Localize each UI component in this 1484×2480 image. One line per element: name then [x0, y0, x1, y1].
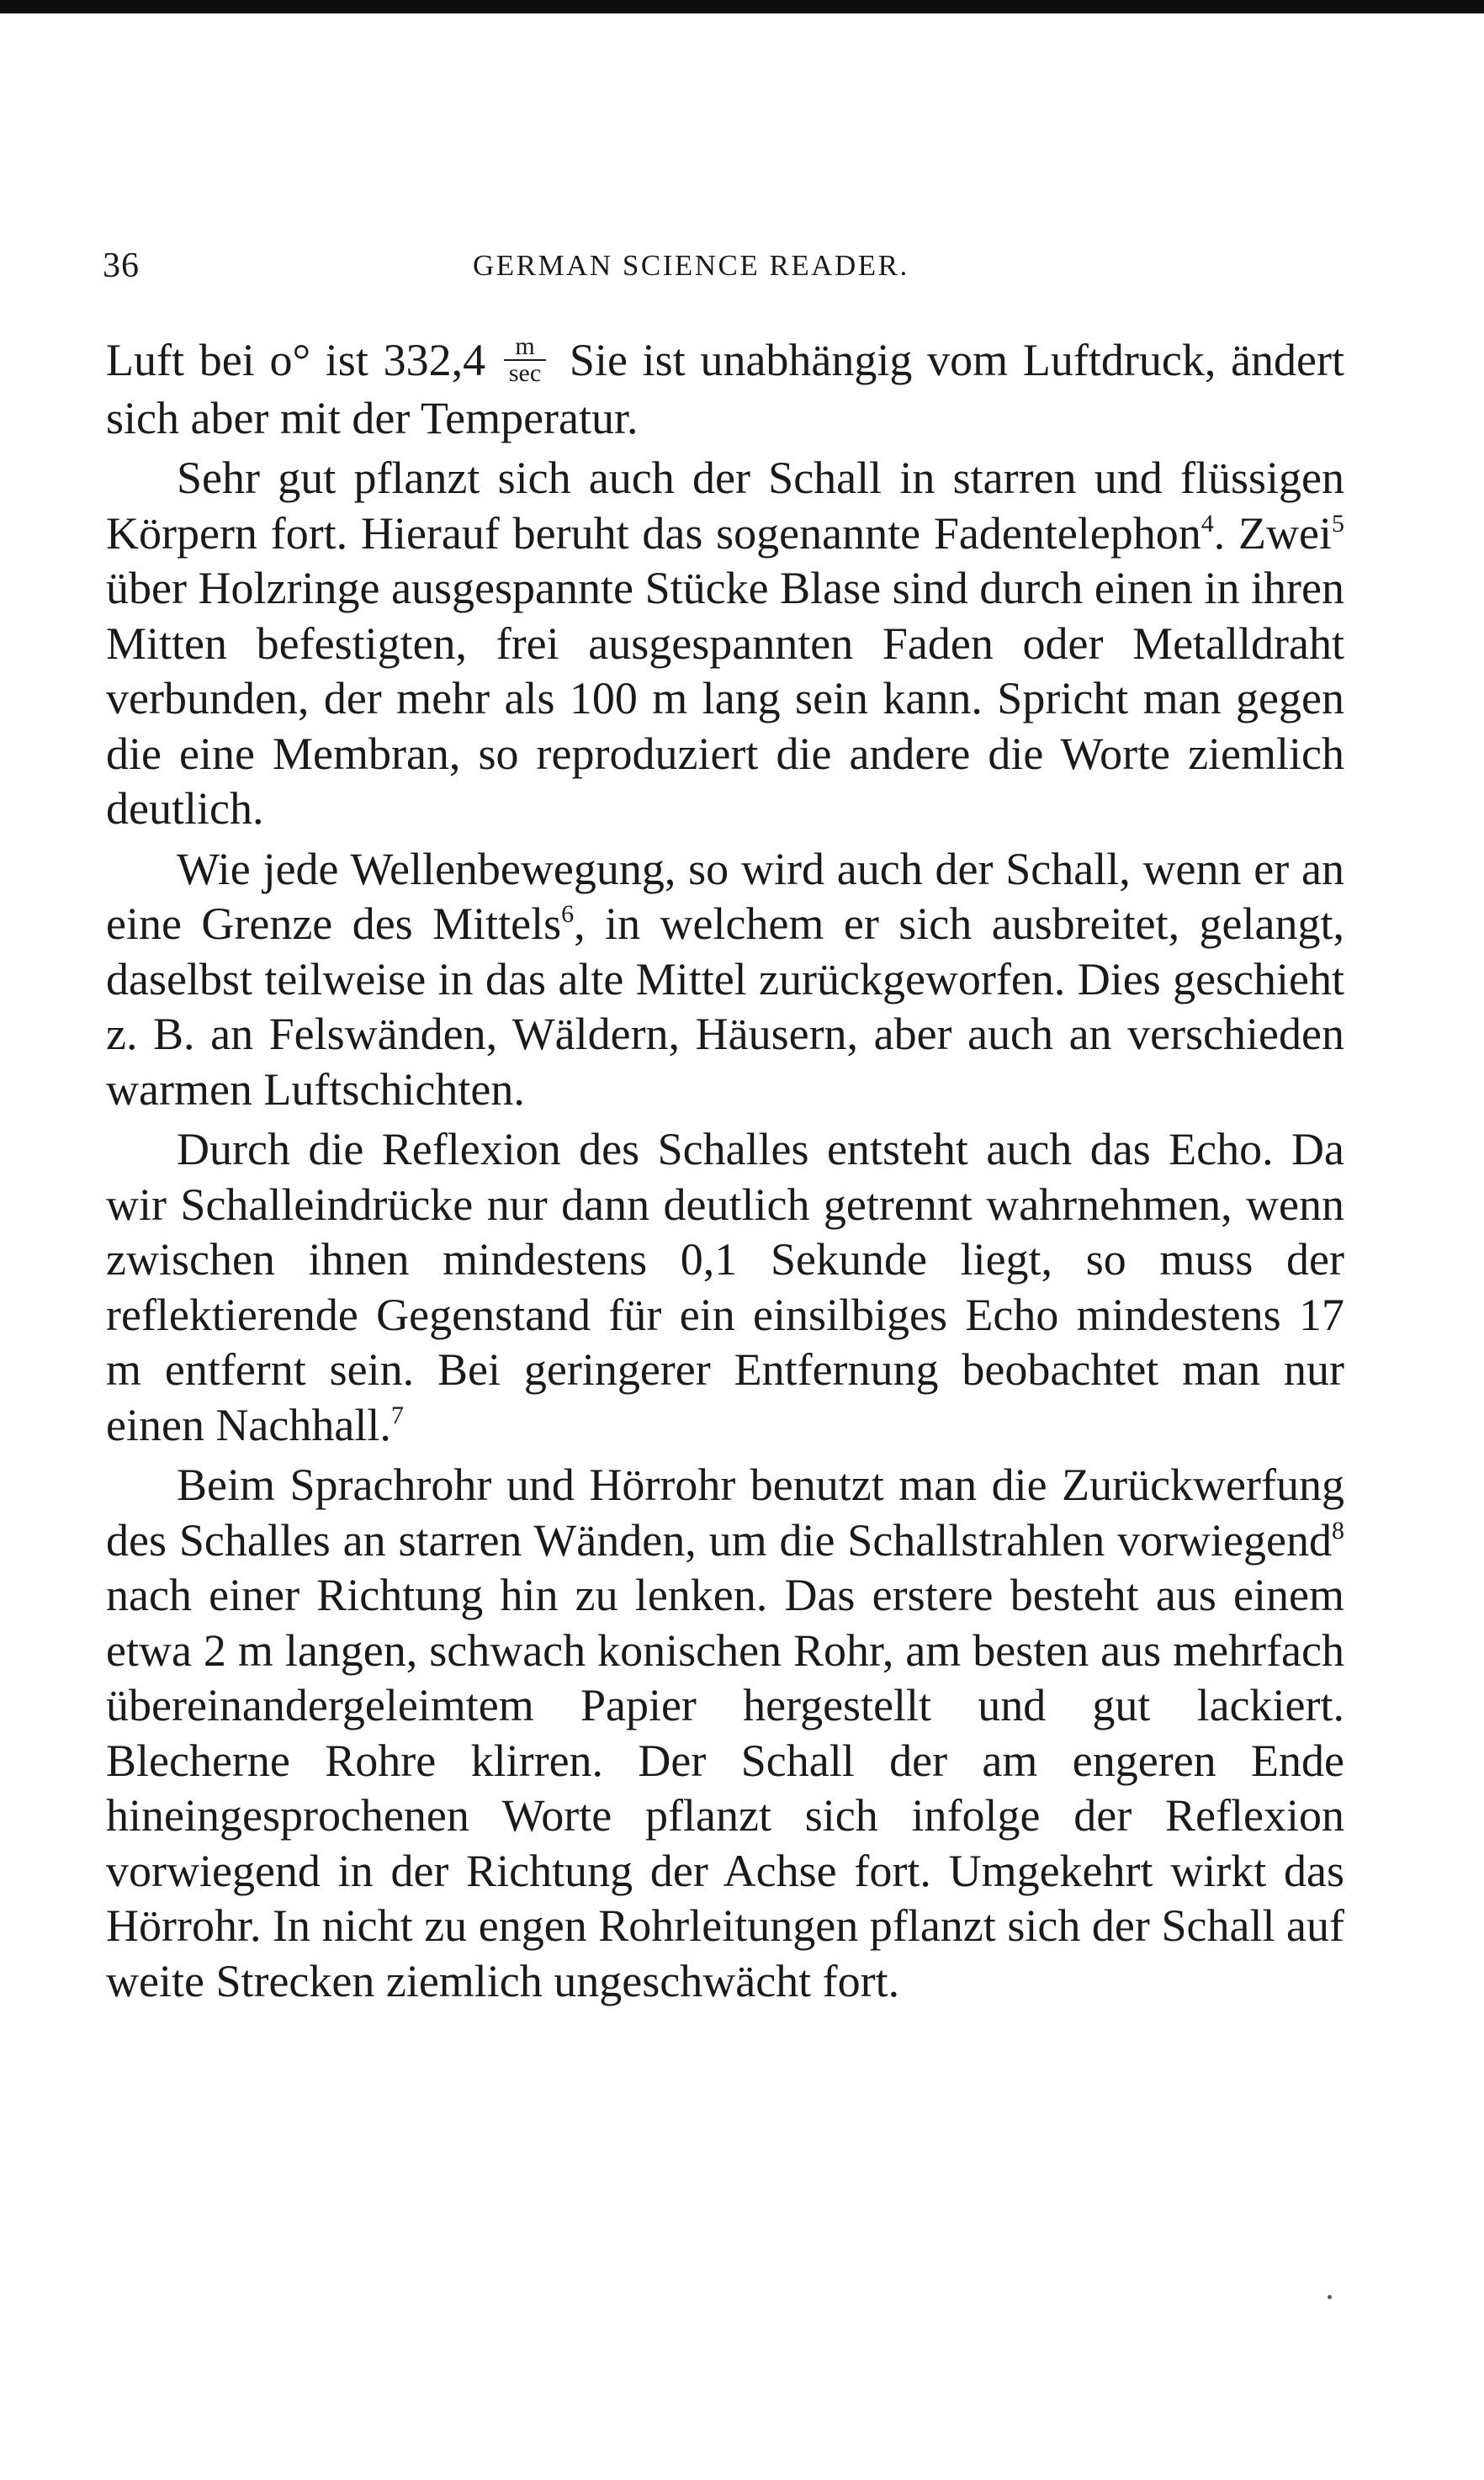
page-number: 36 — [103, 246, 140, 285]
paragraph-1-text-a: Luft bei o° ist 332,4 — [106, 335, 501, 385]
paragraph-3-text-b: , in welchem er sich ausbreitet, gelangt, daselbst teilweise in das alte Mittel zurückgeworfen. Dies geschieht z. B. an Felswänden, Wäldern, Häusern, aber auch an verschieden warmen Luftschichten. — [106, 898, 1344, 1115]
running-title: GERMAN SCIENCE READER. — [473, 249, 909, 282]
paragraph-5-text-b: nach einer Richtung hin zu lenken. Das erstere besteht aus einem etwa 2 m langen, schwach konischen Rohr, am besten aus mehrfach übereinandergeleimtem Papier hergestellt und gut lackiert. Blecherne Rohre klirren. Der Schall der am engeren Ende hineingesprochenen Worte pflanzt sich infolge der Reflexion vorwiegend in der Richtung der Achse fort. Umgekehrt wirkt das Hörrohr. In nicht zu engen Rohrleitungen pflanzt sich der Schall auf weite Strecken ziemlich ungeschwächt fort. — [106, 1570, 1344, 2006]
footnote-marker: 7 — [390, 1401, 404, 1429]
paragraph-5-text-a: Beim Sprachrohr und Hörrohr benutzt man die Zurückwerfung des Schalles an starren Wänden, um die Schallstrahlen vorwiegend — [106, 1460, 1344, 1566]
footnote-marker: 6 — [561, 900, 575, 929]
fraction-denominator: sec — [508, 358, 542, 387]
paragraph-2-text-b: . Zwei — [1213, 507, 1332, 559]
body-text — [106, 333, 1344, 2009]
scan-top-border — [0, 0, 1484, 13]
footnote-marker: 4 — [1200, 509, 1214, 538]
unit-fraction — [504, 331, 546, 387]
paragraph-4 — [106, 1122, 1344, 1453]
scan-speck — [1328, 2295, 1332, 2299]
paragraph-3-text-a: Wie jede Wellenbewegung, so wird auch der Schall, wenn er an eine Grenze des Mittels — [106, 843, 1344, 950]
paragraph-3 — [106, 842, 1344, 1118]
paragraph-4-text-a: Durch die Reflexion des Schalles entsteht auch das Echo. Da wir Schalleindrücke nur dann deutlich getrennt wahrnehmen, wenn zwischen ihnen mindestens 0,1 Sekunde liegt, so muss der reflektierende Gegenstand für ein einsilbiges Echo mindestens 17 m entfernt sein. Bei geringerer Entfernung beobachtet man nur einen Nachhall. — [106, 1124, 1344, 1450]
fraction-numerator: m — [504, 334, 546, 361]
paragraph-2-text-a: Sehr gut pflanzt sich auch der Schall in starren und flüssigen Körpern fort. Hierauf beruht das sogenannte Fadentelephon — [106, 453, 1344, 559]
paragraph-2-text-c: über Holzringe ausgespannte Stücke Blase sind durch einen in ihren Mitten befestigten, frei ausgespannten Faden oder Metalldraht verbunden, der mehr als 100 m lang sein kann. Spricht man gegen die eine Membran, so reproduziert die andere die Worte ziemlich deutlich. — [106, 563, 1344, 835]
footnote-marker: 5 — [1332, 509, 1344, 538]
paragraph-2 — [106, 451, 1344, 837]
paragraph-1 — [106, 333, 1344, 446]
paragraph-1-text-b: Sie ist unabhängig vom Luftdruck, ändert sich aber mit der Temperatur. — [106, 335, 1344, 443]
footnote-marker: 8 — [1332, 1516, 1344, 1545]
paragraph-5 — [106, 1458, 1344, 2009]
